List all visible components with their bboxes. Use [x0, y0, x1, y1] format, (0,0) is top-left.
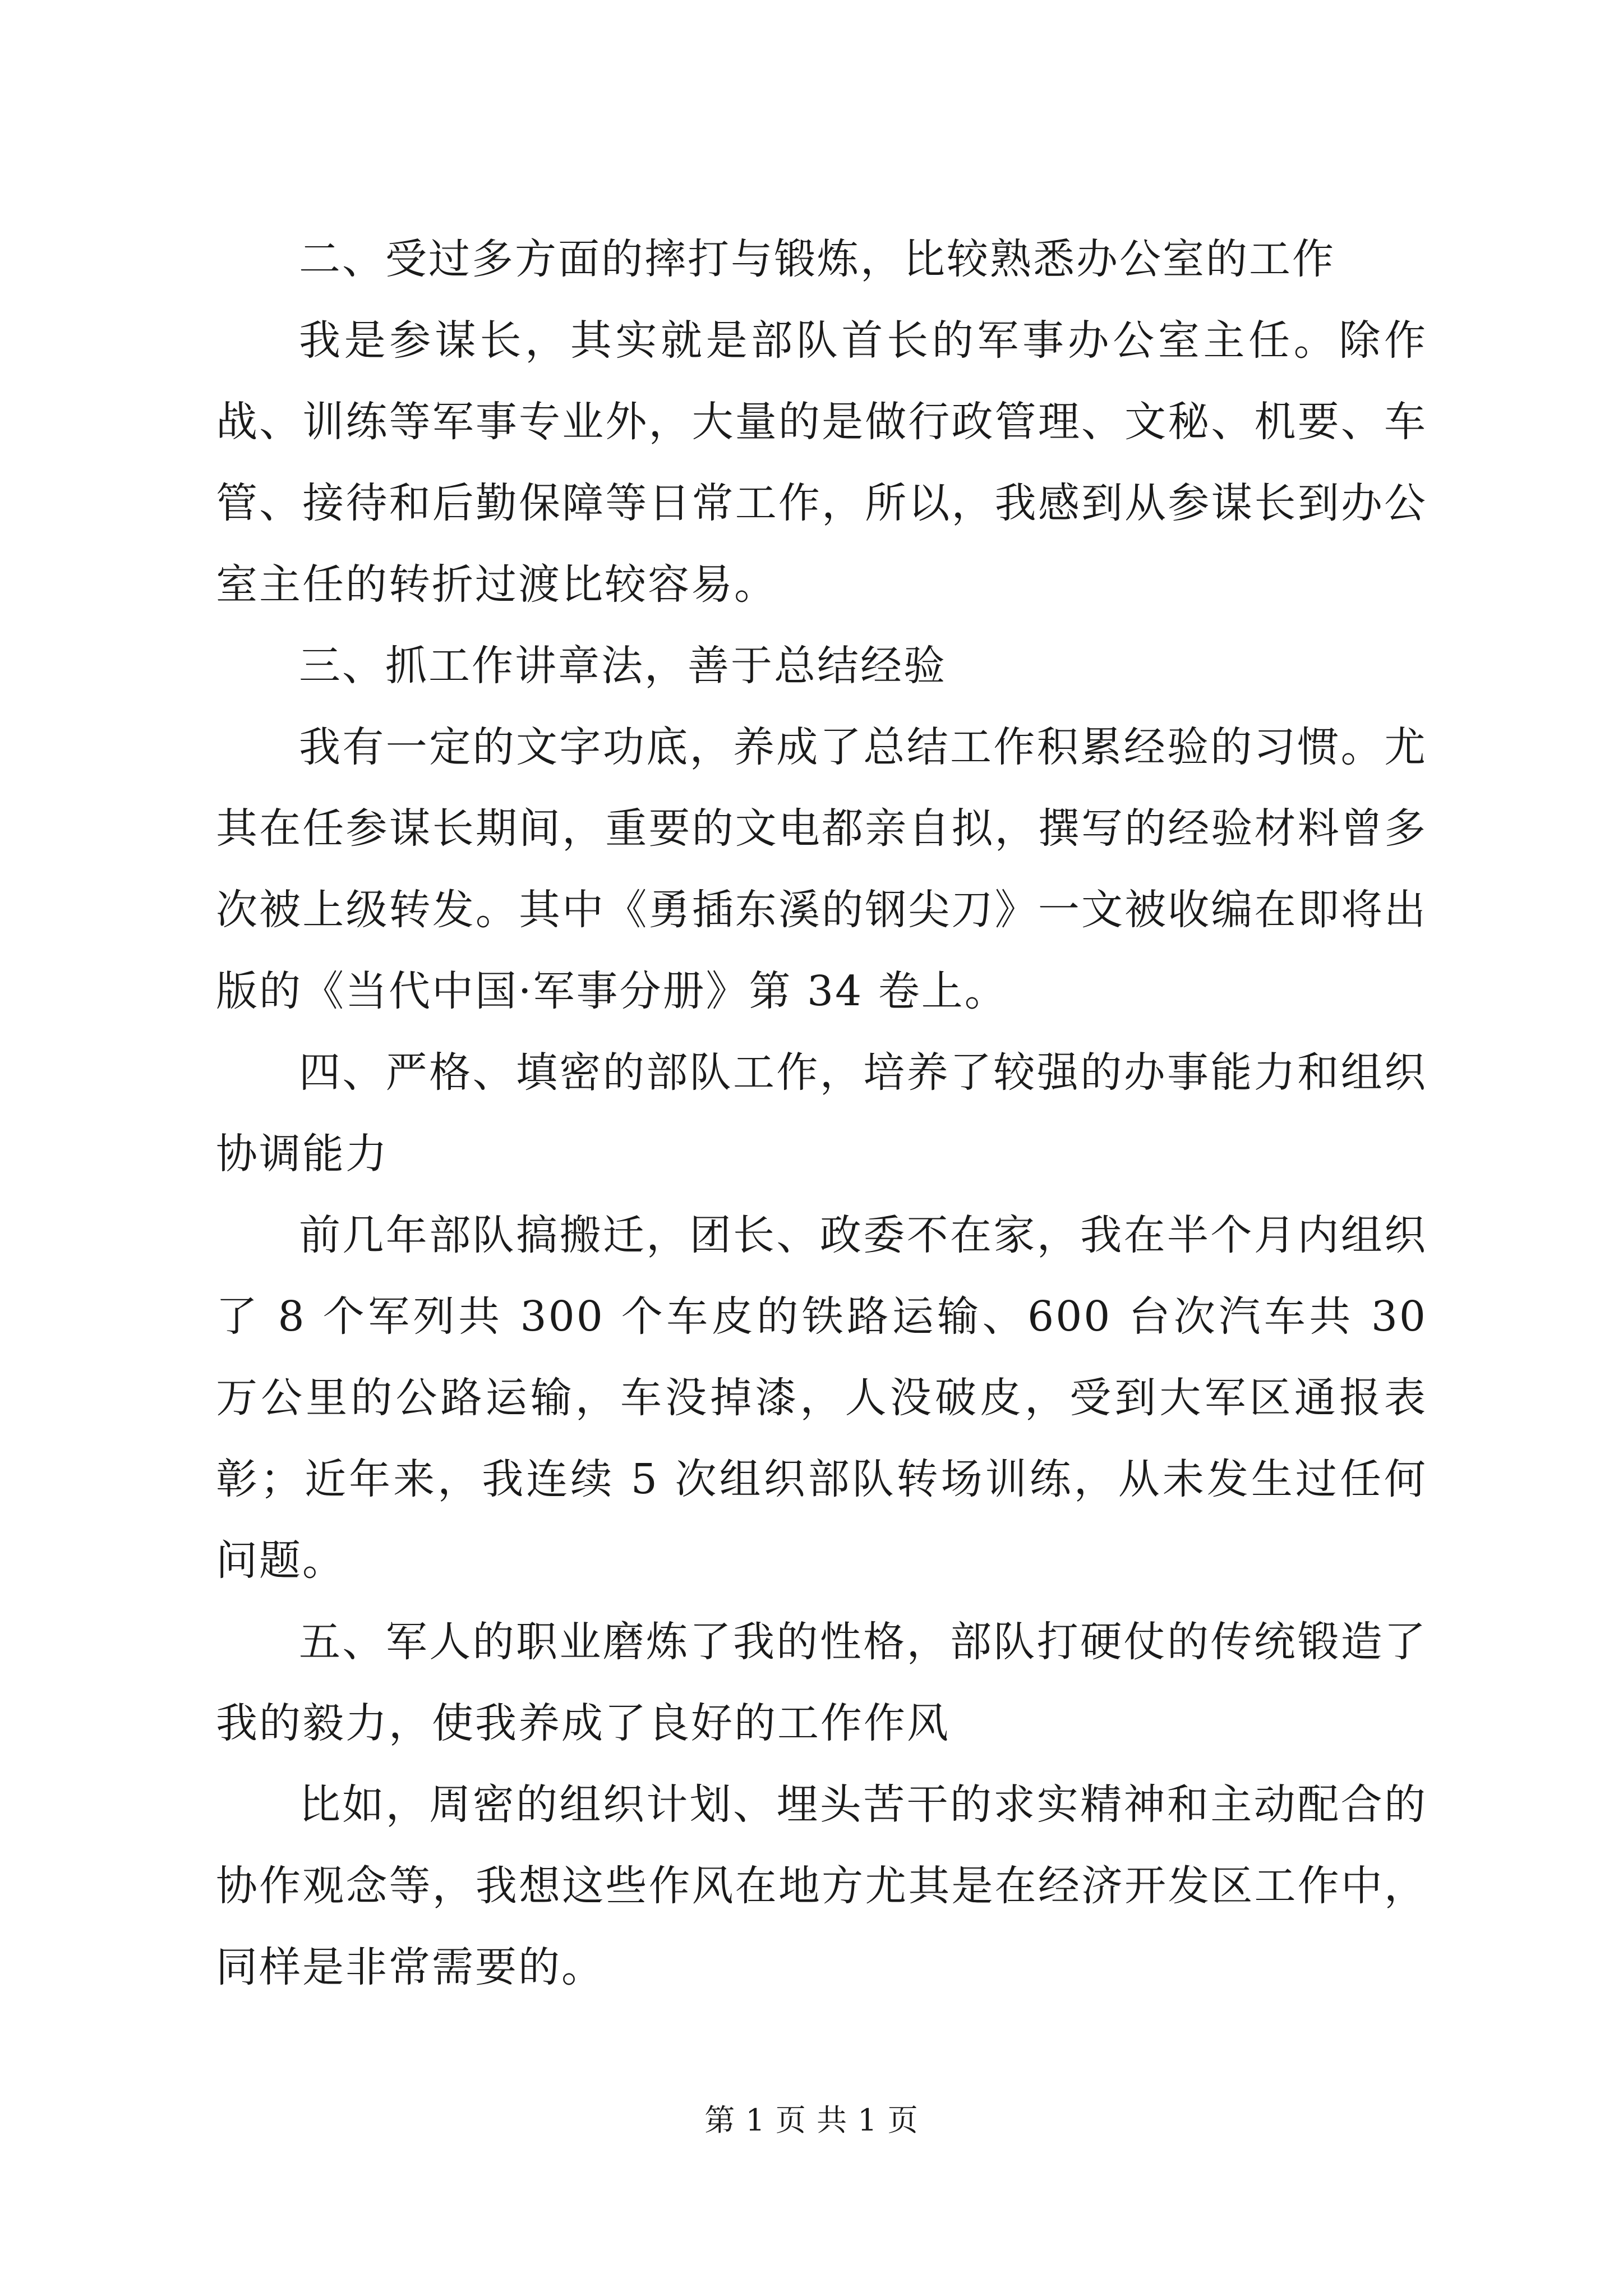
heading-five: 五、军人的职业磨炼了我的性格，部队打硬仗的传统锻造了我的毅力，使我养成了良好的工作作风	[216, 1618, 1427, 1747]
page-number-footer: 第 1 页 共 1 页	[704, 2102, 919, 2138]
heading-four: 四、严格、填密的部队工作，培养了较强的办事能力和组织协调能力	[216, 1048, 1427, 1178]
heading-three: 三、抓工作讲章法，善于总结经验	[299, 642, 947, 690]
heading-two: 二、受过多方面的摔打与锻炼，比较熟悉办公室的工作	[299, 235, 1335, 283]
body-paragraph: 我是参谋长，其实就是部队首长的军事办公室主任。除作战、训练等军事专业外，大量的是做行政管理、文秘、机要、车管、接待和后勤保障等日常工作，所以，我感到从参谋长到办公室主任的转折过渡比较容易。	[216, 316, 1427, 609]
body-paragraph: 前几年部队搞搬迁，团长、政委不在家，我在半个月内组织了 8 个军列共 300 个车皮的铁路运输、600 台次汽车共 30 万公里的公路运输，车没掉漆，人没破皮，受到大军区通报表彰；近年来，我连续 5 次组织部队转场训练，从未发生过任何问题。	[216, 1211, 1427, 1585]
document-body	[216, 219, 1427, 2008]
body-paragraph: 我有一定的文字功底，养成了总结工作积累经验的习惯。尤其在任参谋长期间，重要的文电都亲自拟，撰写的经验材料曾多次被上级转发。其中《勇插东溪的钢尖刀》一文被收编在即将出版的《当代中国·军事分册》第 34 卷上。	[216, 723, 1427, 1015]
body-paragraph: 比如，周密的组织计划、埋头苦干的求实精神和主动配合的协作观念等，我想这些作风在地方尤其是在经济开发区工作中，同样是非常需要的。	[216, 1780, 1427, 1991]
